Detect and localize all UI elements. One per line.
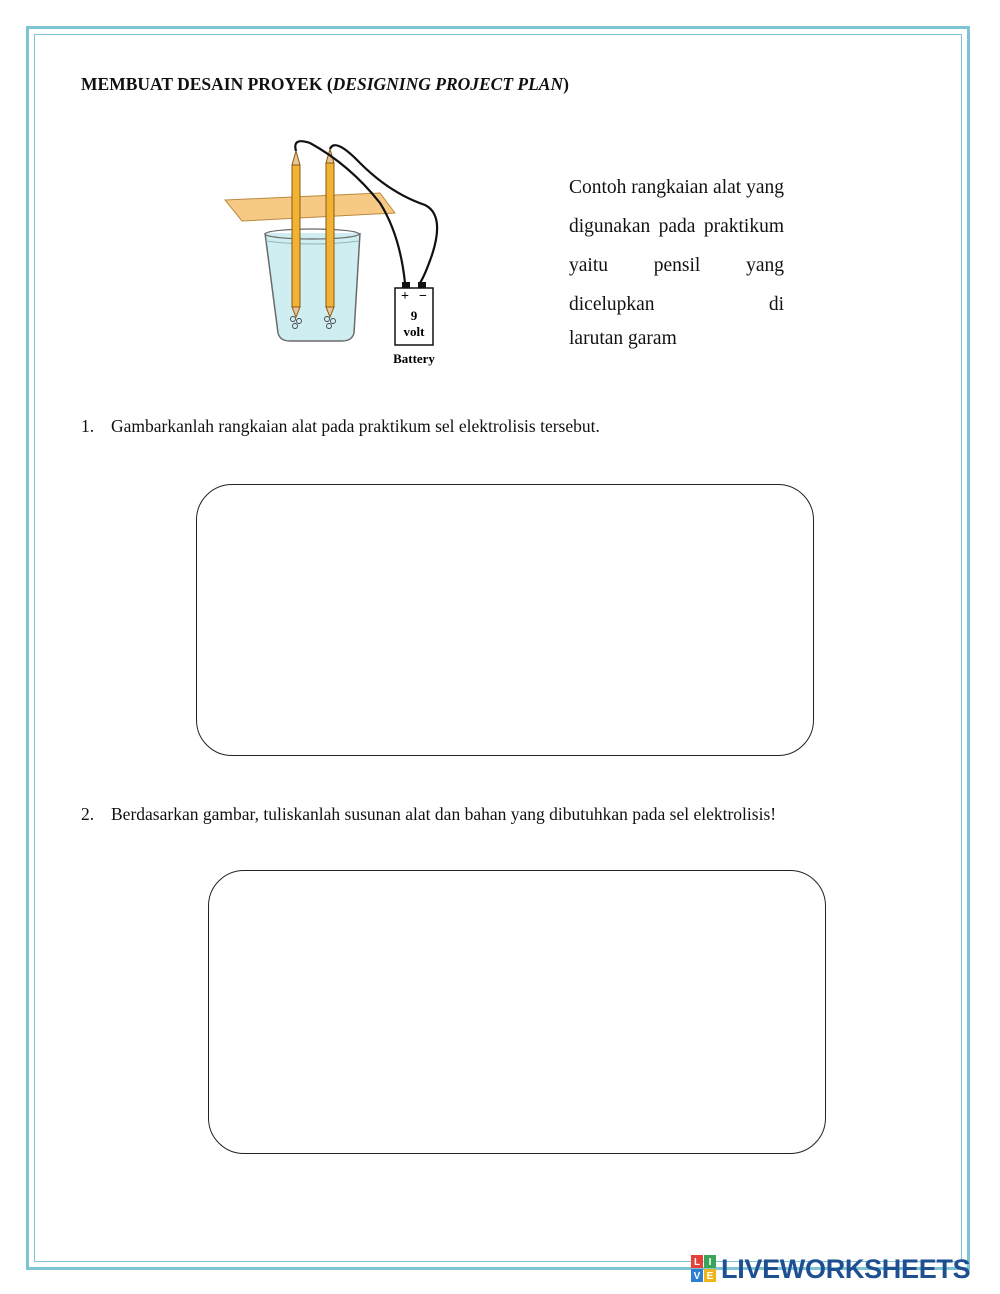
figure-caption-last-line: larutan garam (569, 328, 677, 349)
question-text: Berdasarkan gambar, tuliskanlah susunan alat dan bahan yang dibutuhkan pada sel elektrolisis! (111, 804, 777, 824)
battery-minus-sign: − (419, 289, 427, 304)
question-2 (81, 804, 776, 825)
battery-label: Battery (393, 351, 435, 366)
svg-text:I: I (708, 1257, 712, 1268)
liveworksheets-logo-icon (691, 1255, 717, 1283)
brand-name: LIVEWORKSHEETS (721, 1253, 971, 1284)
svg-text:V: V (693, 1271, 701, 1282)
svg-text:E: E (706, 1271, 714, 1282)
electrolysis-figure (220, 135, 455, 375)
question-1 (81, 416, 600, 437)
pencil-left-tip (292, 151, 300, 165)
svg-text:L: L (693, 1257, 701, 1268)
title-suffix: ) (563, 74, 569, 94)
cardboard-support (225, 193, 395, 221)
answer-box-2[interactable] (208, 870, 826, 1154)
title-prefix: MEMBUAT DESAIN PROYEK ( (81, 74, 333, 94)
battery-value: 9 (410, 308, 418, 323)
question-number: 1. (81, 416, 95, 436)
pencil-right (326, 163, 334, 307)
beaker (265, 233, 360, 341)
answer-box-1[interactable] (196, 484, 814, 756)
question-text: Gambarkanlah rangkaian alat pada praktikum sel elektrolisis tersebut. (111, 416, 600, 436)
electrolysis-illustration (220, 135, 455, 375)
figure-caption: Contoh rangkaian alat yang digunakan pada praktikum yaitu pensil yang dicelupkan di (569, 177, 784, 315)
worksheet-title (81, 74, 569, 95)
battery-plus-sign: + (401, 289, 409, 304)
question-number: 2. (81, 804, 95, 824)
battery-unit: volt (403, 324, 425, 339)
liveworksheets-brand (691, 1252, 970, 1286)
battery-terminal-plus (402, 282, 410, 288)
pencil-left (292, 165, 300, 307)
title-italic: DESIGNING PROJECT PLAN (332, 74, 564, 94)
battery-terminal-minus (418, 282, 426, 288)
